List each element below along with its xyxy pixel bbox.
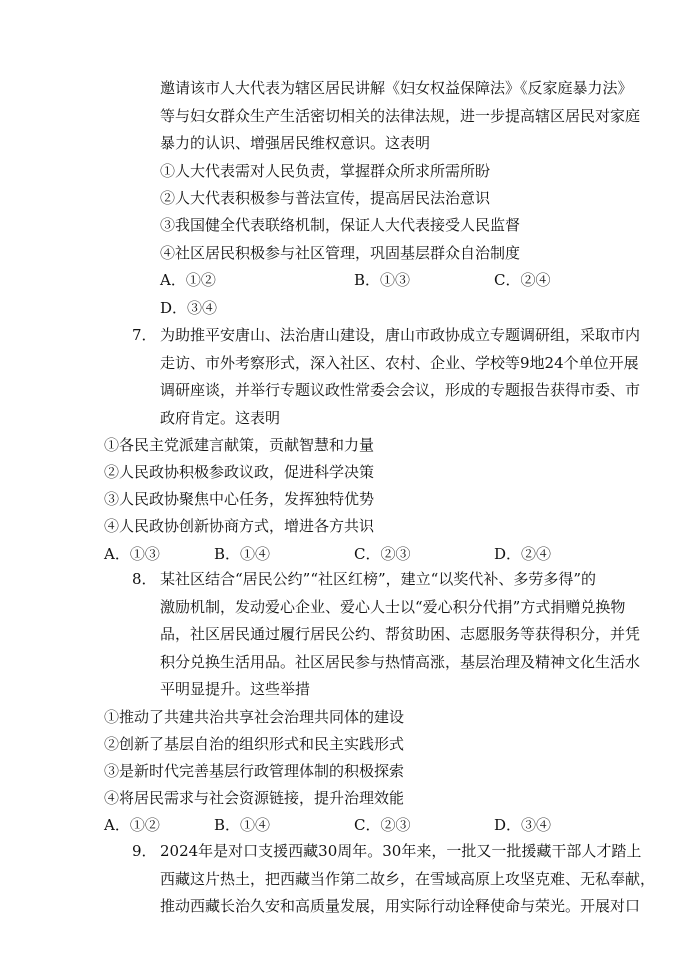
q6-choice-d[interactable]: D．③④ bbox=[160, 299, 218, 317]
q6-statement-1: ①人大代表需对人民负责，掌握群众所求所需所盼 bbox=[160, 162, 491, 180]
q6-choice-c[interactable]: C．②④ bbox=[494, 271, 551, 289]
q9-stem-line-1: 2024年是对口支援西藏30周年。30年来，一批又一批援藏干部人才踏上 bbox=[160, 842, 642, 860]
q6-stem-line-3: 暴力的认识、增强居民维权意识。这表明 bbox=[160, 134, 431, 152]
q7-stem-line-4: 政府肯定。这表明 bbox=[160, 409, 281, 427]
q8-statement-4: ④将居民需求与社会资源链接，提升治理效能 bbox=[104, 789, 405, 807]
q8-choice-b[interactable]: B．①④ bbox=[214, 816, 271, 834]
q8-choice-d[interactable]: D．③④ bbox=[494, 816, 552, 834]
q6-statement-3: ③我国健全代表联络机制，保证人大代表接受人民监督 bbox=[160, 216, 521, 234]
q7-stem-line-3: 调研座谈，并举行专题议政性常委会会议，形成的专题报告获得市委、市 bbox=[160, 381, 641, 399]
q6-choice-a[interactable]: A．①② bbox=[160, 271, 216, 289]
q6-statement-4: ④社区居民积极参与社区管理，巩固基层群众自治制度 bbox=[160, 244, 521, 262]
q8-statement-2: ②创新了基层自治的组织形式和民主实践形式 bbox=[104, 735, 405, 753]
q7-choice-a[interactable]: A．①③ bbox=[104, 545, 160, 563]
q8-choice-c[interactable]: C．②③ bbox=[354, 816, 411, 834]
q7-statement-4: ④人民政协创新协商方式，增进各方共识 bbox=[104, 517, 375, 535]
q8-stem-line-5: 平明显提升。这些举措 bbox=[160, 680, 311, 698]
q6-statement-2: ②人大代表积极参与普法宣传，提高居民法治意识 bbox=[160, 189, 491, 207]
q8-stem-line-1: 某社区结合“居民公约”“社区红榜”，建立“以奖代补、多劳多得”的 bbox=[160, 570, 597, 588]
q7-statement-3: ③人民政协聚焦中心任务，发挥独特优势 bbox=[104, 490, 375, 508]
q7-choice-d[interactable]: D．②④ bbox=[494, 545, 552, 563]
q8-stem-line-2: 激励机制，发动爱心企业、爱心人士以“爱心积分代捐”方式捐赠兑换物 bbox=[160, 598, 626, 616]
q8-statement-3: ③是新时代完善基层行政管理体制的积极探索 bbox=[104, 762, 405, 780]
q8-stem-line-3: 品，社区居民通过履行居民公约、帮贫助困、志愿服务等获得积分，并凭 bbox=[160, 625, 641, 643]
q6-stem-line-2: 等与妇女群众生产生活密切相关的法律法规，进一步提高辖区居民对家庭 bbox=[160, 107, 641, 125]
q7-number: 7． bbox=[132, 326, 157, 344]
q9-stem-line-3: 推动西藏长治久安和高质量发展，用实际行动诠释使命与荣光。开展对口 bbox=[160, 897, 641, 915]
q8-number: 8． bbox=[132, 570, 157, 588]
q7-choice-c[interactable]: C．②③ bbox=[354, 545, 411, 563]
q8-stem-line-4: 积分兑换生活用品。社区居民参与热情高涨，基层治理及精神文化生活水 bbox=[160, 653, 641, 671]
q8-choice-a[interactable]: A．①② bbox=[104, 816, 160, 834]
q6-stem-line-1: 邀请该市人大代表为辖区居民讲解《妇女权益保障法》《反家庭暴力法》 bbox=[160, 79, 633, 97]
q7-stem-line-2: 走访、市外考察形式，深入社区、农村、企业、学校等9地24个单位开展 bbox=[160, 354, 639, 372]
q7-statement-2: ②人民政协积极参政议政，促进科学决策 bbox=[104, 463, 375, 481]
q9-number: 9． bbox=[132, 842, 157, 860]
q9-stem-line-2: 西藏这片热土，把西藏当作第二故乡，在雪域高原上攻坚克难、无私奉献， bbox=[160, 870, 656, 888]
q7-stem-line-1: 为助推平安唐山、法治唐山建设，唐山市政协成立专题调研组，采取市内 bbox=[160, 326, 641, 344]
q7-choice-b[interactable]: B．①④ bbox=[214, 545, 271, 563]
q8-statement-1: ①推动了共建共治共享社会治理共同体的建设 bbox=[104, 708, 405, 726]
q6-choice-b[interactable]: B．①③ bbox=[354, 271, 411, 289]
q7-statement-1: ①各民主党派建言献策，贡献智慧和力量 bbox=[104, 436, 375, 454]
